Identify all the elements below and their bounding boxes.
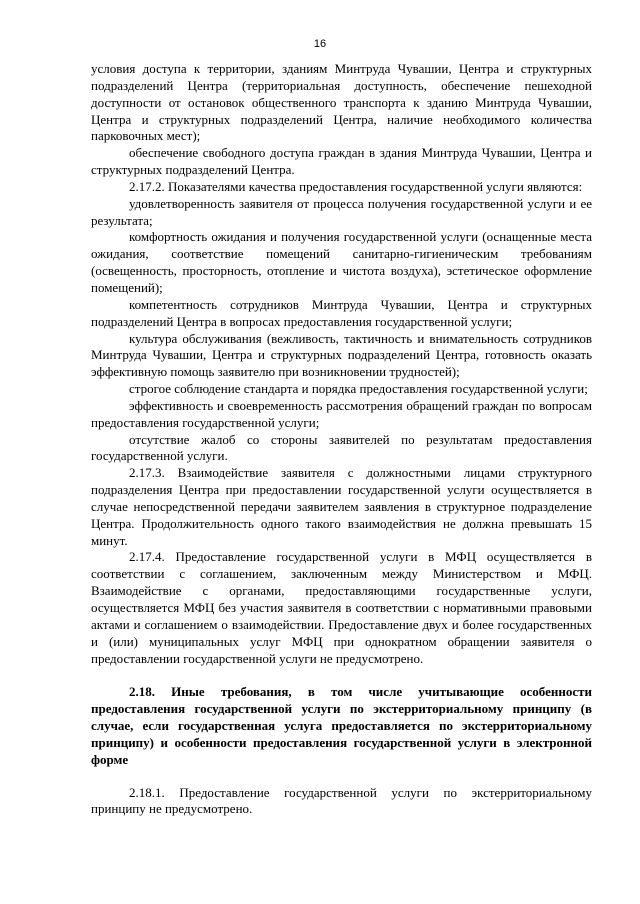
paragraph-2-17-4: 2.17.4. Предоставление государственной услуги в МФЦ осуществляется в соответствии с соглашением, заключенным между Министерством и МФЦ. Взаимодействие с органами, предоставляющими государственные услуги, осуществляется МФЦ без участия заявителя в соответствии с нормативными правовыми актами и соглашением о взаимодействии. Предоставление двух и более государственных и (или) муниципальных услуг МФЦ при однократном обращении заявителя о предоставлении государственной услуги не предусмотрено. — [91, 549, 592, 666]
paragraph-2-17-2: 2.17.2. Показателями качества предоставления государственной услуги являются: — [129, 178, 583, 194]
document-body — [91, 61, 592, 818]
paragraph-comfort: комфортность ожидания и получения государственной услуги (оснащенные места ожидания, соответствие помещений санитарно-гигиеническим требованиям (освещенность, просторность, отопление и чистота воздуха), эстетическое оформление помещений); — [91, 229, 592, 295]
paragraph-service-culture: культура обслуживания (вежливость, тактичность и внимательность сотрудников Минтруда Чувашии, Центра и структурных подразделений Центра, готовность оказать эффективную помощь заявителю при возникновении трудностей); — [91, 330, 592, 380]
page-number: 16 — [313, 38, 327, 50]
paragraph-no-complaints: отсутствие жалоб со стороны заявителей по результатам предоставления государственной услуги. — [91, 431, 592, 464]
paragraph-free-access: обеспечение свободного доступа граждан в здания Минтруда Чувашии, Центра и структурных подразделений Центра. — [91, 145, 592, 178]
paragraph-2-18-1: 2.18.1. Предоставление государственной услуги по экстерриториальному принципу не предусмотрено. — [91, 784, 592, 817]
paragraph-2-17-3: 2.17.3. Взаимодействие заявителя с должностными лицами структурного подразделения Центра при предоставлении государственной услуги осуществляется в случае непосредственной передачи заявителем заявления в структурное подразделение Центра. Продолжительность одного такого взаимодействия не должна превышать 15 минут. — [91, 465, 592, 548]
section-heading-2-18: 2.18. Иные требования, в том числе учитывающие особенности предоставления государственной услуги по экстерриториальному принципу (в случае, если государственная услуга предоставляется по экстерриториальному принципу) и особенности предоставления государственной услуги в электронной форме — [91, 684, 592, 767]
paragraph-standard-compliance: строгое соблюдение стандарта и порядка предоставления государственной услуги; — [129, 381, 588, 397]
paragraph-satisfaction: удовлетворенность заявителя от процесса получения государственной услуги и ее результата; — [91, 195, 592, 228]
paragraph-efficiency: эффективность и своевременность рассмотрения обращений граждан по вопросам предоставления государственной услуги; — [91, 397, 592, 430]
paragraph-competence: компетентность сотрудников Минтруда Чувашии, Центра и структурных подразделений Центра в вопросах предоставления государственной услуги; — [91, 296, 592, 329]
paragraph-access-conditions: условия доступа к территории, зданиям Минтруда Чувашии, Центра и структурных подразделений Центра (территориальная доступность, обеспечение пешеходной доступности от остановок общественного транспорта к зданию Минтруда Чувашии, Центра и структурных подразделений Центра, наличие необходимого количества парковочных мест); — [91, 61, 592, 144]
